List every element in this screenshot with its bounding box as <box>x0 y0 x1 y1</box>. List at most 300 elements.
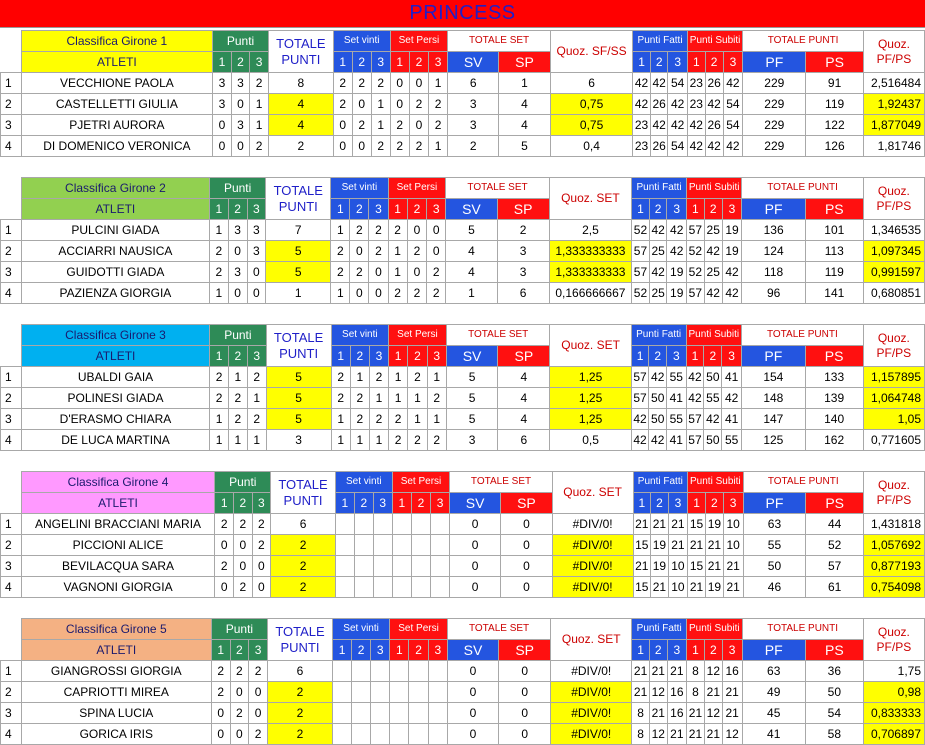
punti-cell[interactable]: 3 <box>228 220 247 241</box>
punti-fatti-cell[interactable]: 21 <box>667 724 686 745</box>
quoz-pfps-cell[interactable]: 2,516484 <box>863 73 924 94</box>
sv-cell[interactable]: 3 <box>446 430 497 451</box>
punti-cell[interactable]: 1 <box>228 430 247 451</box>
set-persi-col-3[interactable]: 3 <box>429 52 448 73</box>
punti-col-1[interactable]: 1 <box>211 640 230 661</box>
punti-cell[interactable]: 2 <box>252 535 271 556</box>
totale-set-header[interactable]: TOTALE SET <box>446 178 549 199</box>
set-vinti-col-2[interactable]: 2 <box>350 199 369 220</box>
set-vinti-cell[interactable]: 0 <box>369 262 388 283</box>
punti-fatti-cell[interactable]: 26 <box>650 94 668 115</box>
set-vinti-cell[interactable] <box>354 514 373 535</box>
punti-cell[interactable]: 0 <box>211 724 230 745</box>
atleti-header[interactable]: ATLETI <box>21 493 215 514</box>
quoz-pfps-cell[interactable]: 1,877049 <box>863 115 924 136</box>
ps-cell[interactable]: 119 <box>806 94 864 115</box>
set-vinti-cell[interactable]: 2 <box>369 241 388 262</box>
sv-cell[interactable]: 0 <box>450 556 501 577</box>
punti-subiti-col-3[interactable]: 3 <box>723 493 743 514</box>
athlete-name[interactable]: BEVILACQUA SARA <box>21 556 215 577</box>
quoz-set-cell[interactable]: 0,75 <box>550 94 632 115</box>
punti-fatti-cell[interactable]: 41 <box>667 430 687 451</box>
punti-header[interactable]: Punti <box>210 178 266 199</box>
punti-fatti-cell[interactable]: 23 <box>633 136 651 157</box>
punti-subiti-cell[interactable]: 16 <box>722 661 742 682</box>
set-vinti-cell[interactable]: 2 <box>350 220 369 241</box>
punti-col-2[interactable]: 2 <box>228 346 247 367</box>
sv-header[interactable]: SV <box>450 493 501 514</box>
quoz-pfps-cell[interactable]: 0,754098 <box>863 577 924 598</box>
set-vinti-cell[interactable] <box>333 661 352 682</box>
punti-cell[interactable]: 0 <box>252 577 271 598</box>
athlete-name[interactable]: POLINESI GIADA <box>21 388 209 409</box>
set-vinti-col-2[interactable]: 2 <box>352 640 371 661</box>
punti-cell[interactable]: 0 <box>213 136 232 157</box>
punti-subiti-cell[interactable]: 25 <box>704 262 722 283</box>
ps-cell[interactable]: 36 <box>805 661 863 682</box>
set-persi-cell[interactable] <box>411 577 430 598</box>
set-persi-col-3[interactable]: 3 <box>428 640 447 661</box>
ps-cell[interactable]: 91 <box>806 73 864 94</box>
sp-cell[interactable]: 0 <box>501 577 553 598</box>
punti-subiti-header[interactable]: Punti Subiti <box>688 472 743 493</box>
sp-cell[interactable]: 6 <box>497 283 549 304</box>
athlete-name[interactable]: PICCIONI ALICE <box>21 535 215 556</box>
athlete-name[interactable]: DI DOMENICO VERONICA <box>21 136 212 157</box>
totale-punti-cell[interactable]: 1 <box>266 283 331 304</box>
set-vinti-cell[interactable]: 2 <box>331 367 350 388</box>
punti-subiti-cell[interactable]: 19 <box>722 241 742 262</box>
punti-fatti-cell[interactable]: 50 <box>649 409 667 430</box>
pf-header[interactable]: PF <box>743 493 806 514</box>
set-persi-cell[interactable] <box>392 535 411 556</box>
punti-cell[interactable]: 2 <box>215 556 234 577</box>
punti-fatti-header[interactable]: Punti Fatti <box>633 472 688 493</box>
set-vinti-col-1[interactable]: 1 <box>333 52 352 73</box>
punti-fatti-cell[interactable]: 42 <box>667 220 686 241</box>
pf-cell[interactable]: 147 <box>742 409 806 430</box>
punti-fatti-col-1[interactable]: 1 <box>631 346 649 367</box>
row-number[interactable]: 4 <box>1 430 22 451</box>
set-persi-cell[interactable] <box>409 703 428 724</box>
pf-cell[interactable]: 136 <box>742 220 805 241</box>
punti-col-2[interactable]: 2 <box>230 640 249 661</box>
quoz-pfps-cell[interactable]: 1,157895 <box>863 367 924 388</box>
ps-cell[interactable]: 50 <box>805 682 863 703</box>
punti-subiti-cell[interactable]: 8 <box>687 682 705 703</box>
set-vinti-col-3[interactable]: 3 <box>373 493 392 514</box>
set-persi-cell[interactable]: 2 <box>409 94 428 115</box>
sv-cell[interactable]: 1 <box>446 283 497 304</box>
punti-cell[interactable]: 2 <box>210 262 229 283</box>
set-persi-cell[interactable] <box>390 703 409 724</box>
sv-header[interactable]: SV <box>446 346 497 367</box>
punti-fatti-cell[interactable]: 52 <box>632 220 650 241</box>
set-vinti-cell[interactable] <box>352 703 371 724</box>
pf-cell[interactable]: 96 <box>742 283 805 304</box>
punti-cell[interactable]: 1 <box>247 430 266 451</box>
set-vinti-col-2[interactable]: 2 <box>350 346 369 367</box>
athlete-name[interactable]: GIANGROSSI GIORGIA <box>21 661 211 682</box>
set-persi-cell[interactable] <box>392 556 411 577</box>
totale-punti-cell[interactable]: 4 <box>268 94 333 115</box>
set-persi-header[interactable]: Set Persi <box>390 619 448 640</box>
sp-header[interactable]: SP <box>497 199 549 220</box>
set-vinti-cell[interactable] <box>333 703 352 724</box>
set-persi-cell[interactable]: 2 <box>390 136 409 157</box>
set-vinti-cell[interactable]: 0 <box>352 136 371 157</box>
set-vinti-cell[interactable] <box>352 682 371 703</box>
set-vinti-cell[interactable]: 1 <box>331 430 350 451</box>
sp-header[interactable]: SP <box>499 52 551 73</box>
pf-cell[interactable]: 154 <box>742 367 806 388</box>
punti-fatti-cell[interactable]: 26 <box>650 136 668 157</box>
sp-cell[interactable]: 3 <box>497 262 549 283</box>
set-persi-cell[interactable] <box>409 661 428 682</box>
punti-fatti-cell[interactable]: 50 <box>649 388 667 409</box>
punti-fatti-col-3[interactable]: 3 <box>667 199 686 220</box>
pf-cell[interactable]: 118 <box>742 262 805 283</box>
punti-subiti-cell[interactable]: 21 <box>722 703 742 724</box>
punti-subiti-cell[interactable]: 10 <box>723 514 743 535</box>
punti-cell[interactable]: 0 <box>231 136 250 157</box>
athlete-name[interactable]: ACCIARRI NAUSICA <box>21 241 209 262</box>
totale-punti-header[interactable] <box>266 325 331 367</box>
punti-fatti-cell[interactable]: 55 <box>667 409 687 430</box>
set-persi-cell[interactable]: 2 <box>390 115 409 136</box>
quoz-set-cell[interactable]: #DIV/0! <box>551 703 632 724</box>
set-vinti-header[interactable]: Set vinti <box>333 31 390 52</box>
punti-subiti-cell[interactable]: 52 <box>686 262 704 283</box>
set-vinti-cell[interactable]: 2 <box>350 388 369 409</box>
punti-fatti-col-2[interactable]: 2 <box>650 52 668 73</box>
set-vinti-cell[interactable]: 2 <box>352 73 371 94</box>
sp-cell[interactable]: 0 <box>501 514 553 535</box>
punti-fatti-cell[interactable]: 52 <box>632 283 650 304</box>
set-vinti-cell[interactable] <box>371 682 390 703</box>
set-vinti-cell[interactable] <box>335 577 354 598</box>
quoz-set-cell[interactable]: #DIV/0! <box>552 556 633 577</box>
punti-cell[interactable]: 2 <box>247 409 266 430</box>
punti-subiti-cell[interactable]: 26 <box>705 73 723 94</box>
pf-cell[interactable]: 63 <box>742 661 805 682</box>
set-vinti-cell[interactable]: 2 <box>371 136 390 157</box>
sp-cell[interactable]: 0 <box>499 682 551 703</box>
athlete-name[interactable]: CAPRIOTTI MIREA <box>21 682 211 703</box>
set-vinti-cell[interactable]: 2 <box>369 367 388 388</box>
set-vinti-cell[interactable] <box>373 556 392 577</box>
punti-subiti-cell[interactable]: 21 <box>723 556 743 577</box>
set-vinti-cell[interactable]: 2 <box>352 115 371 136</box>
punti-subiti-col-1[interactable]: 1 <box>688 493 706 514</box>
punti-fatti-cell[interactable]: 42 <box>668 115 687 136</box>
set-vinti-cell[interactable]: 1 <box>331 220 350 241</box>
punti-subiti-cell[interactable]: 52 <box>686 241 704 262</box>
set-persi-cell[interactable]: 2 <box>388 283 407 304</box>
quoz-pfps-header[interactable] <box>863 31 924 73</box>
athlete-name[interactable]: CASTELLETTI GIULIA <box>21 94 212 115</box>
athlete-name[interactable]: VECCHIONE PAOLA <box>21 73 212 94</box>
punti-fatti-cell[interactable]: 21 <box>649 661 667 682</box>
punti-fatti-cell[interactable]: 16 <box>667 682 686 703</box>
ps-cell[interactable]: 162 <box>805 430 863 451</box>
punti-cell[interactable]: 1 <box>210 409 229 430</box>
sp-cell[interactable]: 0 <box>499 661 551 682</box>
sp-cell[interactable]: 5 <box>499 136 551 157</box>
row-number[interactable]: 3 <box>1 262 22 283</box>
punti-col-3[interactable]: 3 <box>250 52 269 73</box>
quoz-set-cell[interactable]: #DIV/0! <box>551 724 632 745</box>
sp-cell[interactable]: 3 <box>497 241 549 262</box>
set-persi-col-2[interactable]: 2 <box>411 493 430 514</box>
punti-cell[interactable]: 0 <box>228 241 247 262</box>
athlete-name[interactable]: GUIDOTTI GIADA <box>21 262 209 283</box>
athlete-name[interactable]: UBALDI GAIA <box>21 367 209 388</box>
athlete-name[interactable]: SPINA LUCIA <box>21 703 211 724</box>
set-persi-header[interactable]: Set Persi <box>389 325 447 346</box>
punti-subiti-cell[interactable]: 12 <box>722 724 742 745</box>
punti-subiti-cell[interactable]: 21 <box>705 556 723 577</box>
sv-cell[interactable]: 5 <box>446 409 497 430</box>
punti-subiti-cell[interactable]: 42 <box>723 136 743 157</box>
punti-fatti-cell[interactable]: 19 <box>667 262 686 283</box>
quoz-pfps-cell[interactable]: 0,991597 <box>863 262 924 283</box>
punti-subiti-cell[interactable]: 42 <box>722 262 742 283</box>
punti-cell[interactable]: 2 <box>247 367 266 388</box>
punti-cell[interactable]: 0 <box>249 703 268 724</box>
title-bar[interactable] <box>0 0 925 28</box>
quoz-set-cell[interactable]: #DIV/0! <box>551 661 632 682</box>
set-persi-cell[interactable]: 2 <box>427 262 446 283</box>
ps-cell[interactable]: 54 <box>805 703 863 724</box>
set-persi-col-3[interactable]: 3 <box>427 346 446 367</box>
quoz-set-cell[interactable]: 1,333333333 <box>549 262 631 283</box>
pf-cell[interactable]: 63 <box>743 514 806 535</box>
punti-cell[interactable]: 1 <box>228 367 247 388</box>
quoz-set-cell[interactable]: 2,5 <box>549 220 631 241</box>
punti-col-1[interactable]: 1 <box>213 52 232 73</box>
quoz-set-cell[interactable]: #DIV/0! <box>552 577 633 598</box>
punti-subiti-cell[interactable]: 21 <box>687 703 705 724</box>
pf-cell[interactable]: 41 <box>742 724 805 745</box>
punti-col-3[interactable]: 3 <box>249 640 268 661</box>
set-vinti-cell[interactable] <box>352 661 371 682</box>
punti-fatti-cell[interactable]: 16 <box>667 703 686 724</box>
set-vinti-cell[interactable]: 2 <box>350 262 369 283</box>
totale-punti-header[interactable] <box>271 472 336 514</box>
punti-cell[interactable]: 2 <box>234 514 253 535</box>
punti-fatti-cell[interactable]: 21 <box>651 577 669 598</box>
row-number[interactable]: 3 <box>1 703 22 724</box>
punti-cell[interactable]: 2 <box>250 73 269 94</box>
punti-cell[interactable]: 3 <box>231 115 250 136</box>
punti-subiti-cell[interactable]: 23 <box>687 73 705 94</box>
set-persi-cell[interactable]: 1 <box>388 262 407 283</box>
set-vinti-col-3[interactable]: 3 <box>371 52 390 73</box>
set-vinti-cell[interactable]: 2 <box>369 220 388 241</box>
ps-header[interactable]: PS <box>805 346 863 367</box>
pf-cell[interactable]: 124 <box>742 241 805 262</box>
punti-fatti-cell[interactable]: 42 <box>650 115 668 136</box>
punti-fatti-cell[interactable]: 21 <box>668 535 687 556</box>
set-vinti-cell[interactable]: 1 <box>371 94 390 115</box>
punti-fatti-cell[interactable]: 15 <box>633 535 651 556</box>
totale-punti-cell[interactable]: 6 <box>271 514 336 535</box>
sp-cell[interactable]: 0 <box>501 535 553 556</box>
totale-punti-small-header[interactable]: TOTALE PUNTI <box>743 472 863 493</box>
punti-cell[interactable]: 1 <box>210 430 229 451</box>
punti-fatti-cell[interactable]: 57 <box>632 262 650 283</box>
set-persi-col-1[interactable]: 1 <box>390 640 409 661</box>
set-persi-cell[interactable] <box>390 682 409 703</box>
pf-header[interactable]: PF <box>742 640 805 661</box>
row-number[interactable]: 1 <box>1 367 22 388</box>
punti-cell[interactable]: 0 <box>215 577 234 598</box>
punti-subiti-cell[interactable]: 41 <box>722 367 742 388</box>
group-label[interactable]: Classifica Girone 4 <box>21 472 215 493</box>
set-persi-cell[interactable] <box>409 682 428 703</box>
pf-header[interactable]: PF <box>742 346 806 367</box>
set-persi-col-2[interactable]: 2 <box>409 640 428 661</box>
punti-fatti-cell[interactable]: 42 <box>649 220 667 241</box>
punti-cell[interactable]: 2 <box>210 367 229 388</box>
set-persi-cell[interactable]: 2 <box>408 367 427 388</box>
set-vinti-cell[interactable] <box>371 703 390 724</box>
punti-cell[interactable]: 2 <box>210 388 229 409</box>
punti-header[interactable]: Punti <box>210 325 266 346</box>
punti-fatti-cell[interactable]: 54 <box>668 73 687 94</box>
set-persi-cell[interactable]: 1 <box>429 73 448 94</box>
group-label[interactable]: Classifica Girone 3 <box>21 325 209 346</box>
ps-cell[interactable]: 141 <box>805 283 863 304</box>
punti-fatti-cell[interactable]: 23 <box>633 115 651 136</box>
pf-cell[interactable]: 229 <box>743 73 806 94</box>
punti-cell[interactable]: 1 <box>210 283 229 304</box>
punti-fatti-cell[interactable]: 42 <box>649 367 667 388</box>
punti-col-3[interactable]: 3 <box>247 199 266 220</box>
set-persi-cell[interactable]: 0 <box>409 115 428 136</box>
punti-cell[interactable]: 2 <box>228 388 247 409</box>
pf-cell[interactable]: 229 <box>743 136 806 157</box>
ps-header[interactable]: PS <box>806 493 864 514</box>
punti-cell[interactable]: 2 <box>249 724 268 745</box>
set-persi-col-1[interactable]: 1 <box>389 346 408 367</box>
punti-subiti-cell[interactable]: 19 <box>705 514 723 535</box>
punti-cell[interactable]: 1 <box>250 115 269 136</box>
punti-fatti-cell[interactable]: 10 <box>668 577 687 598</box>
pf-cell[interactable]: 229 <box>743 94 806 115</box>
set-vinti-cell[interactable] <box>373 535 392 556</box>
sv-cell[interactable]: 5 <box>446 388 497 409</box>
row-number[interactable]: 4 <box>1 136 22 157</box>
punti-fatti-col-2[interactable]: 2 <box>649 346 667 367</box>
set-vinti-cell[interactable] <box>352 724 371 745</box>
punti-fatti-col-2[interactable]: 2 <box>651 493 669 514</box>
punti-fatti-cell[interactable]: 19 <box>651 556 669 577</box>
ps-cell[interactable]: 133 <box>805 367 863 388</box>
row-number[interactable]: 1 <box>1 661 22 682</box>
pf-cell[interactable]: 45 <box>742 703 805 724</box>
quoz-set-cell[interactable]: #DIV/0! <box>552 514 633 535</box>
set-vinti-cell[interactable] <box>371 661 390 682</box>
quoz-pfps-cell[interactable]: 1,064748 <box>863 388 924 409</box>
punti-fatti-col-1[interactable]: 1 <box>633 493 651 514</box>
set-vinti-header[interactable]: Set vinti <box>333 619 390 640</box>
set-vinti-cell[interactable]: 1 <box>331 409 350 430</box>
set-persi-cell[interactable] <box>411 556 430 577</box>
ps-header[interactable]: PS <box>806 52 864 73</box>
set-persi-cell[interactable]: 2 <box>429 115 448 136</box>
punti-fatti-cell[interactable]: 15 <box>633 577 651 598</box>
punti-cell[interactable]: 2 <box>249 661 268 682</box>
set-persi-col-1[interactable]: 1 <box>392 493 411 514</box>
punti-fatti-cell[interactable]: 57 <box>632 241 650 262</box>
punti-fatti-cell[interactable]: 55 <box>667 367 687 388</box>
punti-fatti-col-2[interactable]: 2 <box>649 640 667 661</box>
pf-cell[interactable]: 46 <box>743 577 806 598</box>
set-persi-col-2[interactable]: 2 <box>407 199 426 220</box>
punti-subiti-cell[interactable]: 21 <box>704 682 722 703</box>
ps-cell[interactable]: 52 <box>806 535 864 556</box>
punti-fatti-cell[interactable]: 57 <box>631 388 649 409</box>
punti-col-1[interactable]: 1 <box>210 346 229 367</box>
quoz-pfps-cell[interactable]: 1,057692 <box>863 535 924 556</box>
totale-punti-cell[interactable]: 2 <box>268 136 333 157</box>
set-persi-header[interactable]: Set Persi <box>392 472 450 493</box>
punti-cell[interactable]: 0 <box>231 94 250 115</box>
punti-subiti-col-3[interactable]: 3 <box>722 199 742 220</box>
totale-punti-cell[interactable]: 2 <box>271 535 336 556</box>
set-persi-cell[interactable] <box>390 661 409 682</box>
quoz-set-cell[interactable]: 1,25 <box>550 409 631 430</box>
punti-subiti-cell[interactable]: 57 <box>686 409 704 430</box>
set-vinti-cell[interactable] <box>354 556 373 577</box>
set-persi-cell[interactable] <box>428 682 447 703</box>
punti-cell[interactable]: 2 <box>250 136 269 157</box>
set-persi-cell[interactable] <box>431 514 450 535</box>
punti-subiti-cell[interactable]: 42 <box>705 136 723 157</box>
punti-subiti-col-2[interactable]: 2 <box>705 52 723 73</box>
sv-cell[interactable]: 0 <box>447 661 498 682</box>
ps-cell[interactable]: 119 <box>805 262 863 283</box>
set-persi-cell[interactable]: 1 <box>389 388 408 409</box>
punti-fatti-cell[interactable]: 42 <box>650 73 668 94</box>
punti-fatti-cell[interactable]: 10 <box>668 556 687 577</box>
punti-subiti-col-1[interactable]: 1 <box>687 640 705 661</box>
punti-fatti-col-2[interactable]: 2 <box>649 199 667 220</box>
punti-subiti-cell[interactable]: 42 <box>687 136 705 157</box>
set-persi-cell[interactable]: 0 <box>427 220 446 241</box>
ps-cell[interactable]: 122 <box>806 115 864 136</box>
ps-cell[interactable]: 126 <box>806 136 864 157</box>
punti-subiti-cell[interactable]: 55 <box>704 388 722 409</box>
punti-subiti-col-3[interactable]: 3 <box>723 52 743 73</box>
ps-cell[interactable]: 101 <box>805 220 863 241</box>
athlete-name[interactable]: ANGELINI BRACCIANI MARIA <box>21 514 215 535</box>
quoz-pfps-header[interactable] <box>863 472 924 514</box>
pf-header[interactable]: PF <box>743 52 806 73</box>
set-persi-cell[interactable]: 1 <box>408 409 427 430</box>
punti-cell[interactable]: 0 <box>249 682 268 703</box>
quoz-pfps-cell[interactable]: 0,833333 <box>863 703 924 724</box>
sp-header[interactable]: SP <box>501 493 553 514</box>
athlete-name[interactable]: PULCINI GIADA <box>21 220 209 241</box>
ps-cell[interactable]: 140 <box>805 409 863 430</box>
quoz-pfps-cell[interactable]: 0,771605 <box>863 430 924 451</box>
set-vinti-cell[interactable]: 1 <box>350 430 369 451</box>
punti-fatti-col-1[interactable]: 1 <box>632 640 650 661</box>
punti-fatti-cell[interactable]: 21 <box>633 514 651 535</box>
